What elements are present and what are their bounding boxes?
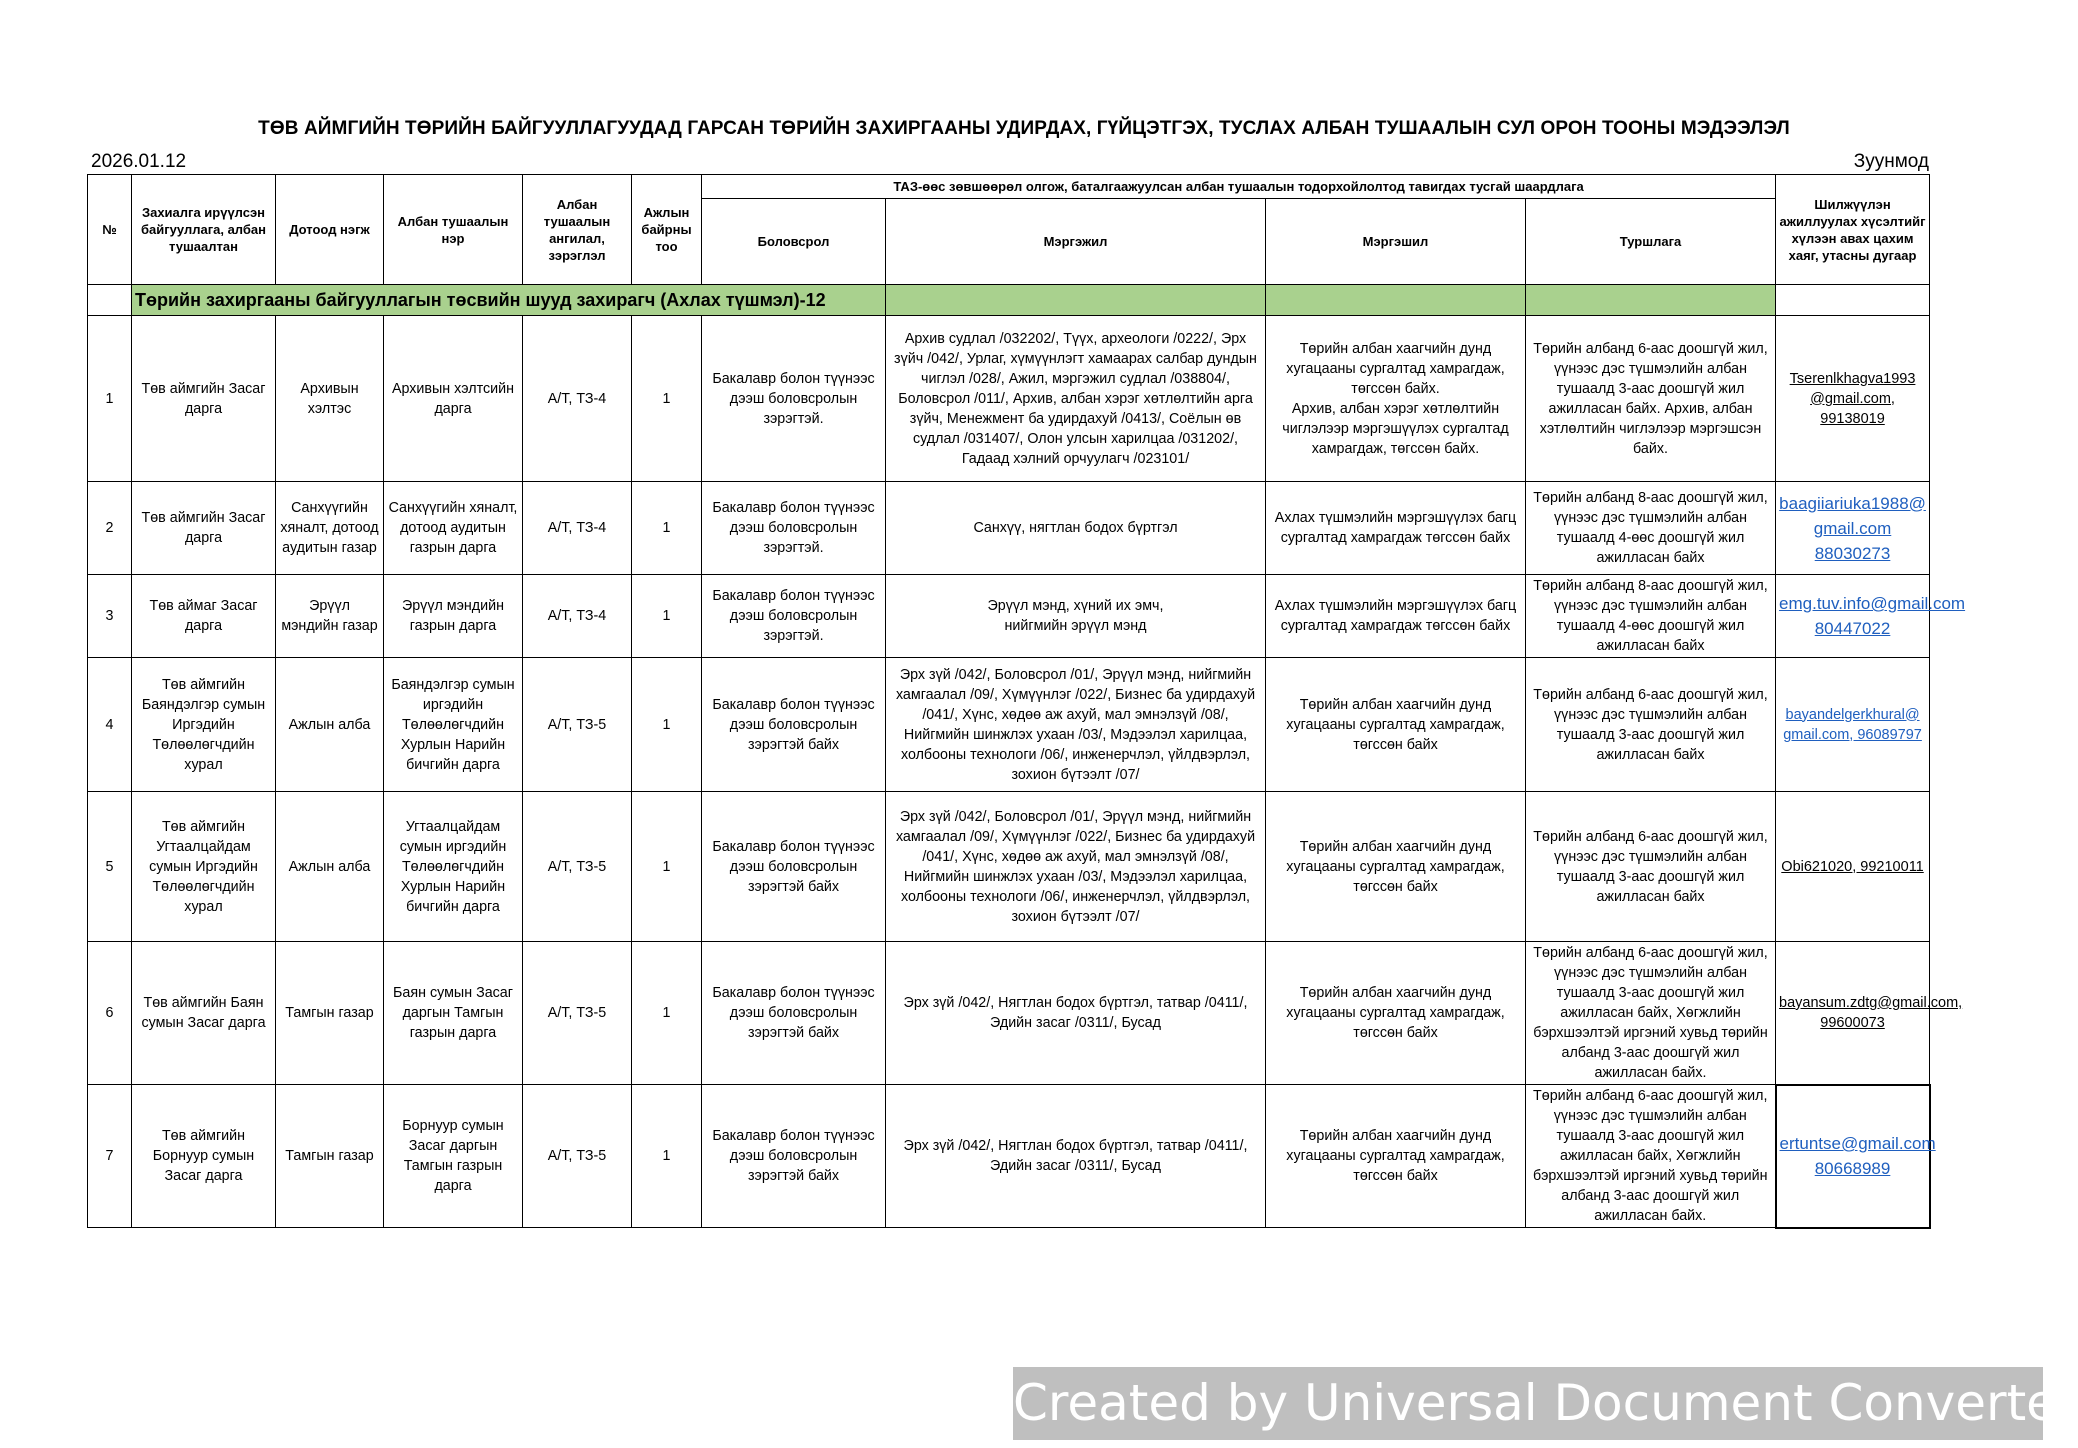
cell-education: Бакалавр болон түүнээс дээш боловсролын зэрэгтэй байх bbox=[702, 792, 886, 942]
cell-count: 1 bbox=[632, 575, 702, 658]
cell-education: Бакалавр болон түүнээс дээш боловсролын зэрэгтэй. bbox=[702, 575, 886, 658]
document-title: ТӨВ АЙМГИЙН ТӨРИЙН БАЙГУУЛЛАГУУДАД ГАРСАН ТӨРИЙН ЗАХИРГААНЫ УДИРДАХ, ГҮЙЦЭТГЭХ, ТУСЛАХ АЛБАН ТУШААЛЫН СУЛ ОРОН ТООНЫ МЭДЭЭЛЭЛ bbox=[258, 118, 1790, 139]
section-blank bbox=[88, 285, 132, 316]
header-education: Боловсрол bbox=[702, 199, 886, 285]
cell-skill: Төрийн албан хаагчийн дунд хугацааны сургалтад хамрагдаж, төгссөн байх bbox=[1266, 942, 1526, 1085]
document-place: Зуунмод bbox=[1853, 151, 1929, 172]
cell-experience: Төрийн албанд 6-аас доошгүй жил, үүнээс дэс түшмэлийн албан тушаалд 3-аас доошгүй жил ажилласан байх bbox=[1526, 658, 1776, 792]
cell-org: Төв аймгийн Засаг дарга bbox=[132, 316, 276, 482]
cell-profession: Архив судлал /032202/, Түүх, археологи /0222/, Эрх зүйч /042/, Урлаг, хүмүүнлэгт хамаарах салбар дундын чиглэл /028/, Ажил, мэргэжил судлал /038804/, Боловсрол /011/, Архив, албан хэрэг хөтлөлтийн арга зүйч, Менежмент ба удирдахуй /0413/, Соёлын өв судлал /031407/, Олон улсын харилцаа /031202/, Гадаад хэлний орчуулагч /023101/ bbox=[886, 316, 1266, 482]
section-row bbox=[88, 285, 1930, 316]
cell-experience: Төрийн албанд 6-аас доошгүй жил, үүнээс дэс түшмэлийн албан тушаалд 3-аас доошгүй жил ажилласан байх. Архив, албан хэтлөлтийн чиглэлээр мэргэшсэн байх. bbox=[1526, 316, 1776, 482]
document-date: 2026.01.12 bbox=[91, 151, 187, 172]
cell-experience: Төрийн албанд 6-аас доошгүй жил, үүнээс дэс түшмэлийн албан тушаалд 3-аас доошгүй жил ажилласан байх, Хөгжлийн бэрхшээлтэй иргэний хувьд төрийн албанд 3-аас доошгүй жил ажилласан байх. bbox=[1526, 1085, 1776, 1228]
header-count: Ажлын байрны тоо bbox=[632, 175, 702, 285]
table-row bbox=[88, 1085, 1930, 1228]
cell-position: Баян сумын Засаг даргын Тамгын газрын дарга bbox=[384, 942, 523, 1085]
cell-class: А/Т, ТЗ-5 bbox=[523, 942, 632, 1085]
cell-skill: Төрийн албан хаагчийн дунд хугацааны сургалтад хамрагдаж, төгссөн байх bbox=[1266, 792, 1526, 942]
cell-contact bbox=[1776, 482, 1930, 575]
cell-education: Бакалавр болон түүнээс дээш боловсролын зэрэгтэй байх bbox=[702, 1085, 886, 1228]
cell-class: А/Т, ТЗ-5 bbox=[523, 792, 632, 942]
section-cell bbox=[1266, 285, 1526, 316]
cell-education: Бакалавр болон түүнээс дээш боловсролын зэрэгтэй. bbox=[702, 316, 886, 482]
cell-no: 7 bbox=[88, 1085, 132, 1228]
header-experience: Туршлага bbox=[1526, 199, 1776, 285]
header-row bbox=[88, 175, 1930, 199]
contact-email-link[interactable]: ertuntse@gmail.com 80668989 bbox=[1779, 1134, 1936, 1178]
cell-count: 1 bbox=[632, 1085, 702, 1228]
table-row bbox=[88, 316, 1930, 482]
contact-text: bayansum.zdtg@gmail.com, 99600073 bbox=[1779, 994, 1963, 1031]
cell-experience: Төрийн албанд 8-аас доошгүй жил, үүнээс дэс түшмэлийн албан тушаалд 4-өөс доошгүй жил ажилласан байх bbox=[1526, 482, 1776, 575]
cell-no: 1 bbox=[88, 316, 132, 482]
section-cell bbox=[1526, 285, 1776, 316]
cell-unit: Санхүүгийн хяналт, дотоод аудитын газар bbox=[276, 482, 384, 575]
header-class: Албан тушаалын ангилал, зэрэглэл bbox=[523, 175, 632, 285]
section-cell bbox=[886, 285, 1266, 316]
cell-position: Архивын хэлтсийн дарга bbox=[384, 316, 523, 482]
cell-contact bbox=[1776, 1085, 1936, 1228]
table-row bbox=[88, 942, 1930, 1085]
cell-class: А/Т, ТЗ-4 bbox=[523, 482, 632, 575]
cell-class: А/Т, ТЗ-5 bbox=[523, 658, 632, 792]
cell-count: 1 bbox=[632, 658, 702, 792]
cell-org: Төв аймгийн Борнуур сумын Засаг дарга bbox=[132, 1085, 276, 1228]
header-org: Захиалга ирүүлсэн байгууллага, албан тушаалтан bbox=[132, 175, 276, 285]
cell-profession: Эрх зүй /042/, Боловсрол /01/, Эрүүл мэнд, нийгмийн хамгаалал /09/, Хүмүүнлэг /022/, Бизнес ба удирдахуй /041/, Хүнс, хөдөө аж ахуй, мал эмнэлзүй /08/, Нийгмийн шинжлэх ухаан /03/, Мэдээлэл харилцаа, холбооны технологи /06/, инженерчлэл, үйлдвэрлэл, зохион бүтээлт /07/ bbox=[886, 792, 1266, 942]
cell-org: Төв аймаг Засаг дарга bbox=[132, 575, 276, 658]
cell-profession: Эрүүл мэнд, хүний их эмч, нийгмийн эрүүл мэнд bbox=[886, 575, 1266, 658]
section-blank bbox=[1776, 285, 1930, 316]
cell-class: А/Т, ТЗ-4 bbox=[523, 575, 632, 658]
cell-position: Эрүүл мэндийн газрын дарга bbox=[384, 575, 523, 658]
cell-position: Борнуур сумын Засаг даргын Тамгын газрын дарга bbox=[384, 1085, 523, 1228]
contact-text: Tserenlkhagva1993 @gmail.com, 99138019 bbox=[1789, 370, 1916, 427]
cell-profession: Эрх зүй /042/, Боловсрол /01/, Эрүүл мэнд, нийгмийн хамгаалал /09/, Хүмүүнлэг /022/, Бизнес ба удирдахуй /041/, Хүнс, хөдөө аж ахуй, мал эмнэлзүй /08/, Нийгмийн шинжлэх ухаан /03/, Мэдээлэл харилцаа, холбооны технологи /06/, инженерчлэл, үйлдвэрлэл, зохион бүтээлт /07/ bbox=[886, 658, 1266, 792]
header-skill: Мэргэшил bbox=[1266, 199, 1526, 285]
contact-text: Obi621020, 99210011 bbox=[1781, 858, 1924, 875]
header-profession: Мэргэжил bbox=[886, 199, 1266, 285]
cell-org: Төв аймгийн Баяндэлгэр сумын Иргэдийн Төлөөлөгчдийн хурал bbox=[132, 658, 276, 792]
cell-skill: Төрийн албан хаагчийн дунд хугацааны сургалтад хамрагдаж, төгссөн байх bbox=[1266, 658, 1526, 792]
cell-org: Төв аймгийн Баян сумын Засаг дарга bbox=[132, 942, 276, 1085]
cell-unit: Ажлын алба bbox=[276, 658, 384, 792]
cell-education: Бакалавр болон түүнээс дээш боловсролын зэрэгтэй. bbox=[702, 482, 886, 575]
contact-email-link[interactable]: baagiiariuka1988@ gmail.com 88030273 bbox=[1779, 493, 1926, 563]
cell-profession: Эрх зүй /042/, Нягтлан бодох бүртгэл, татвар /0411/, Эдийн засаг /0311/, Бусад bbox=[886, 1085, 1266, 1228]
contact-email-link[interactable]: emg.tuv.info@gmail.com 80447022 bbox=[1779, 594, 1966, 638]
cell-skill: Төрийн албан хаагчийн дунд хугацааны сургалтад хамрагдаж, төгссөн байх. Архив, албан хэрэг хөтлөлтийн чиглэлээр мэргэшүүлэх сургалтад хамрагдаж, төгссөн байх. bbox=[1266, 316, 1526, 482]
cell-education: Бакалавр болон түүнээс дээш боловсролын зэрэгтэй байх bbox=[702, 942, 886, 1085]
header-position: Албан тушаалын нэр bbox=[384, 175, 523, 285]
cell-unit: Архивын хэлтэс bbox=[276, 316, 384, 482]
cell-contact bbox=[1776, 575, 1966, 658]
cell-no: 2 bbox=[88, 482, 132, 575]
cell-unit: Тамгын газар bbox=[276, 942, 384, 1085]
cell-count: 1 bbox=[632, 316, 702, 482]
cell-no: 6 bbox=[88, 942, 132, 1085]
cell-contact bbox=[1776, 316, 1930, 482]
table-row bbox=[88, 482, 1930, 575]
cell-unit: Эрүүл мэндийн газар bbox=[276, 575, 384, 658]
cell-no: 3 bbox=[88, 575, 132, 658]
table-row bbox=[88, 658, 1930, 792]
contact-email-link[interactable]: bayandelgerkhural@ gmail.com, 96089797 bbox=[1783, 706, 1922, 743]
cell-unit: Тамгын газар bbox=[276, 1085, 384, 1228]
cell-position: Угтаалцайдам сумын иргэдийн Төлөөлөгчдийн Хурлын Нарийн бичгийн дарга bbox=[384, 792, 523, 942]
cell-education: Бакалавр болон түүнээс дээш боловсролын зэрэгтэй байх bbox=[702, 658, 886, 792]
cell-no: 5 bbox=[88, 792, 132, 942]
cell-profession: Эрх зүй /042/, Нягтлан бодох бүртгэл, татвар /0411/, Эдийн засаг /0311/, Бусад bbox=[886, 942, 1266, 1085]
watermark-banner: Created by Universal Document Converter bbox=[1013, 1367, 2043, 1440]
cell-unit: Ажлын алба bbox=[276, 792, 384, 942]
header-unit: Дотоод нэгж bbox=[276, 175, 384, 285]
cell-experience: Төрийн албанд 6-аас доошгүй жил, үүнээс дэс түшмэлийн албан тушаалд 3-аас доошгүй жил ажилласан байх bbox=[1526, 792, 1776, 942]
cell-org: Төв аймгийн Засаг дарга bbox=[132, 482, 276, 575]
cell-profession: Санхүү, нягтлан бодох бүртгэл bbox=[886, 482, 1266, 575]
table-row bbox=[88, 575, 1930, 658]
cell-skill: Ахлах түшмэлийн мэргэшүүлэх багц сургалтад хамрагдаж төгссөн байх bbox=[1266, 575, 1526, 658]
vacancy-table bbox=[87, 174, 1966, 1229]
cell-position: Санхүүгийн хяналт, дотоод аудитын газрын дарга bbox=[384, 482, 523, 575]
section-title: Төрийн захиргааны байгууллагын төсвийн шууд захирагч (Ахлах түшмэл)-12 bbox=[132, 285, 886, 316]
cell-position: Баяндэлгэр сумын иргэдийн Төлөөлөгчдийн Хурлын Нарийн бичгийн дарга bbox=[384, 658, 523, 792]
cell-skill: Төрийн албан хаагчийн дунд хугацааны сургалтад хамрагдаж, төгссөн байх bbox=[1266, 1085, 1526, 1228]
table-row bbox=[88, 792, 1930, 942]
cell-experience: Төрийн албанд 8-аас доошгүй жил, үүнээс дэс түшмэлийн албан тушаалд 4-өөс доошгүй жил ажилласан байх bbox=[1526, 575, 1776, 658]
cell-class: А/Т, ТЗ-5 bbox=[523, 1085, 632, 1228]
cell-skill: Ахлах түшмэлийн мэргэшүүлэх багц сургалтад хамрагдаж төгссөн байх bbox=[1266, 482, 1526, 575]
cell-count: 1 bbox=[632, 942, 702, 1085]
cell-contact bbox=[1776, 942, 1963, 1085]
header-no: № bbox=[88, 175, 132, 285]
cell-count: 1 bbox=[632, 792, 702, 942]
cell-contact bbox=[1776, 792, 1930, 942]
cell-class: А/Т, ТЗ-4 bbox=[523, 316, 632, 482]
header-requirements-group: ТАЗ-өөс зөвшөөрөл олгож, баталгаажуулсан албан тушаалын тодорхойлолтод тавигдах тусгай шаардлага bbox=[702, 175, 1776, 199]
cell-count: 1 bbox=[632, 482, 702, 575]
cell-contact bbox=[1776, 658, 1930, 792]
cell-org: Төв аймгийн Угтаалцайдам сумын Иргэдийн Төлөөлөгчдийн хурал bbox=[132, 792, 276, 942]
cell-no: 4 bbox=[88, 658, 132, 792]
cell-experience: Төрийн албанд 6-аас доошгүй жил, үүнээс дэс түшмэлийн албан тушаалд 3-аас доошгүй жил ажилласан байх, Хөгжлийн бэрхшээлтэй иргэний хувьд төрийн албанд 3-аас доошгүй жил ажилласан байх. bbox=[1526, 942, 1776, 1085]
header-contact: Шилжүүлэн ажиллуулах хүсэлтийг хүлээн авах цахим хаяг, утасны дугаар bbox=[1776, 175, 1930, 285]
